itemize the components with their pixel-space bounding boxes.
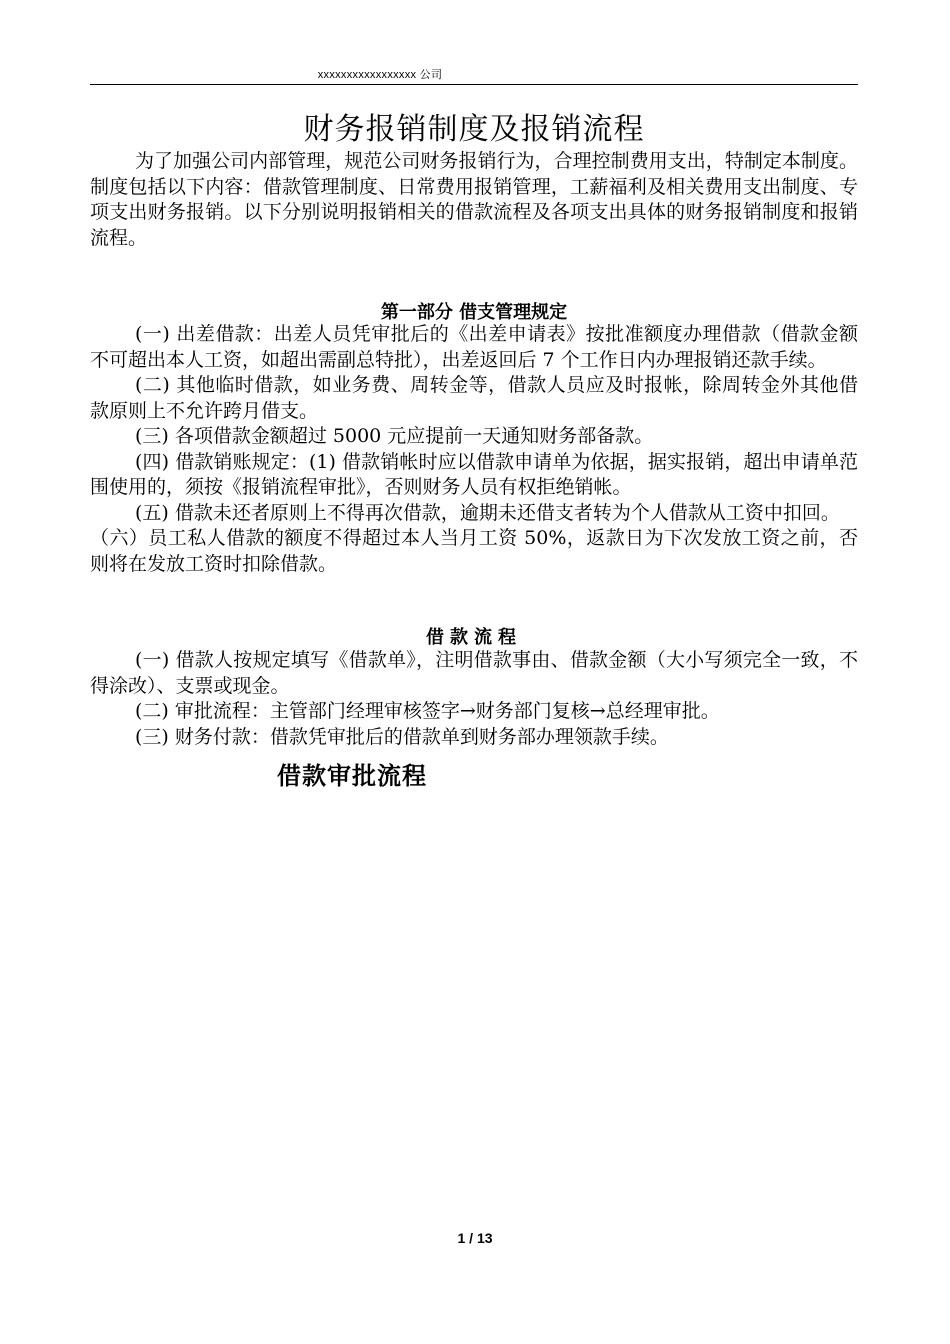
part1-item: (四) 借款销账规定：(1) 借款销帐时应以借款申请单为依据，据实报销，超出申请单范围使用的，须按《报销流程审批》，否则财务人员有权拒绝销帐。 [90,450,858,498]
flow-item: (三) 财务付款：借款凭审批后的借款单到财务部办理领款手续。 [135,725,669,748]
loan-approval-flow-title: 借款审批流程 [277,762,427,790]
header-rule [90,84,858,85]
part1-item: (二) 其他临时借款，如业务费、周转金等，借款人员应及时报帐，除周转金外其他借款原则上不允许跨月借支。 [90,374,858,422]
section-heading-part1: 第一部分 借支管理规定 [380,302,568,323]
flow-item: (一) 借款人按规定填写《借款单》，注明借款事由、借款金额（大小写须完全一致，不得涂改）、支票或现金。 [90,649,858,697]
part1-item: (一) 出差借款：出差人员凭审批后的《出差申请表》按批准额度办理借款（借款金额不可超出本人工资，如超出需副总特批），出差返回后 7 个工作日内办理报销还款手续。 [90,323,858,371]
part1-item: (三) 各项借款金额超过 5000 元应提前一天通知财务部备款。 [135,425,654,447]
flow-list [90,648,858,750]
page-header-company: xxxxxxxxxxxxxxxxx 公司 [317,69,443,81]
part1-list [90,322,858,577]
part1-item: (五) 借款未还者原则上不得再次借款，逾期未还借支者转为个人借款从工资中扣回。 [135,501,840,524]
intro-block [90,149,858,251]
page-number: 1 / 13 [457,1230,493,1246]
section-heading-flow: 借款流程 [426,627,522,648]
part1-item: （六）员工私人借款的额度不得超过本人当月工资 50%，返款日为下次发放工资之前，否则将在发放工资时扣除借款。 [90,527,858,575]
document-title: 财务报销制度及报销流程 [303,112,645,147]
flow-item: (二) 审批流程：主管部门经理审核签字→财务部门复核→总经理审批。 [135,700,720,722]
intro-paragraph: 为了加强公司内部管理，规范公司财务报销行为，合理控制费用支出，特制定本制度。制度包括以下内容：借款管理制度、日常费用报销管理，工薪福利及相关费用支出制度、专项支出财务报销。以下分别说明报销相关的借款流程及各项支出具体的财务报销制度和报销流程。 [90,150,858,249]
